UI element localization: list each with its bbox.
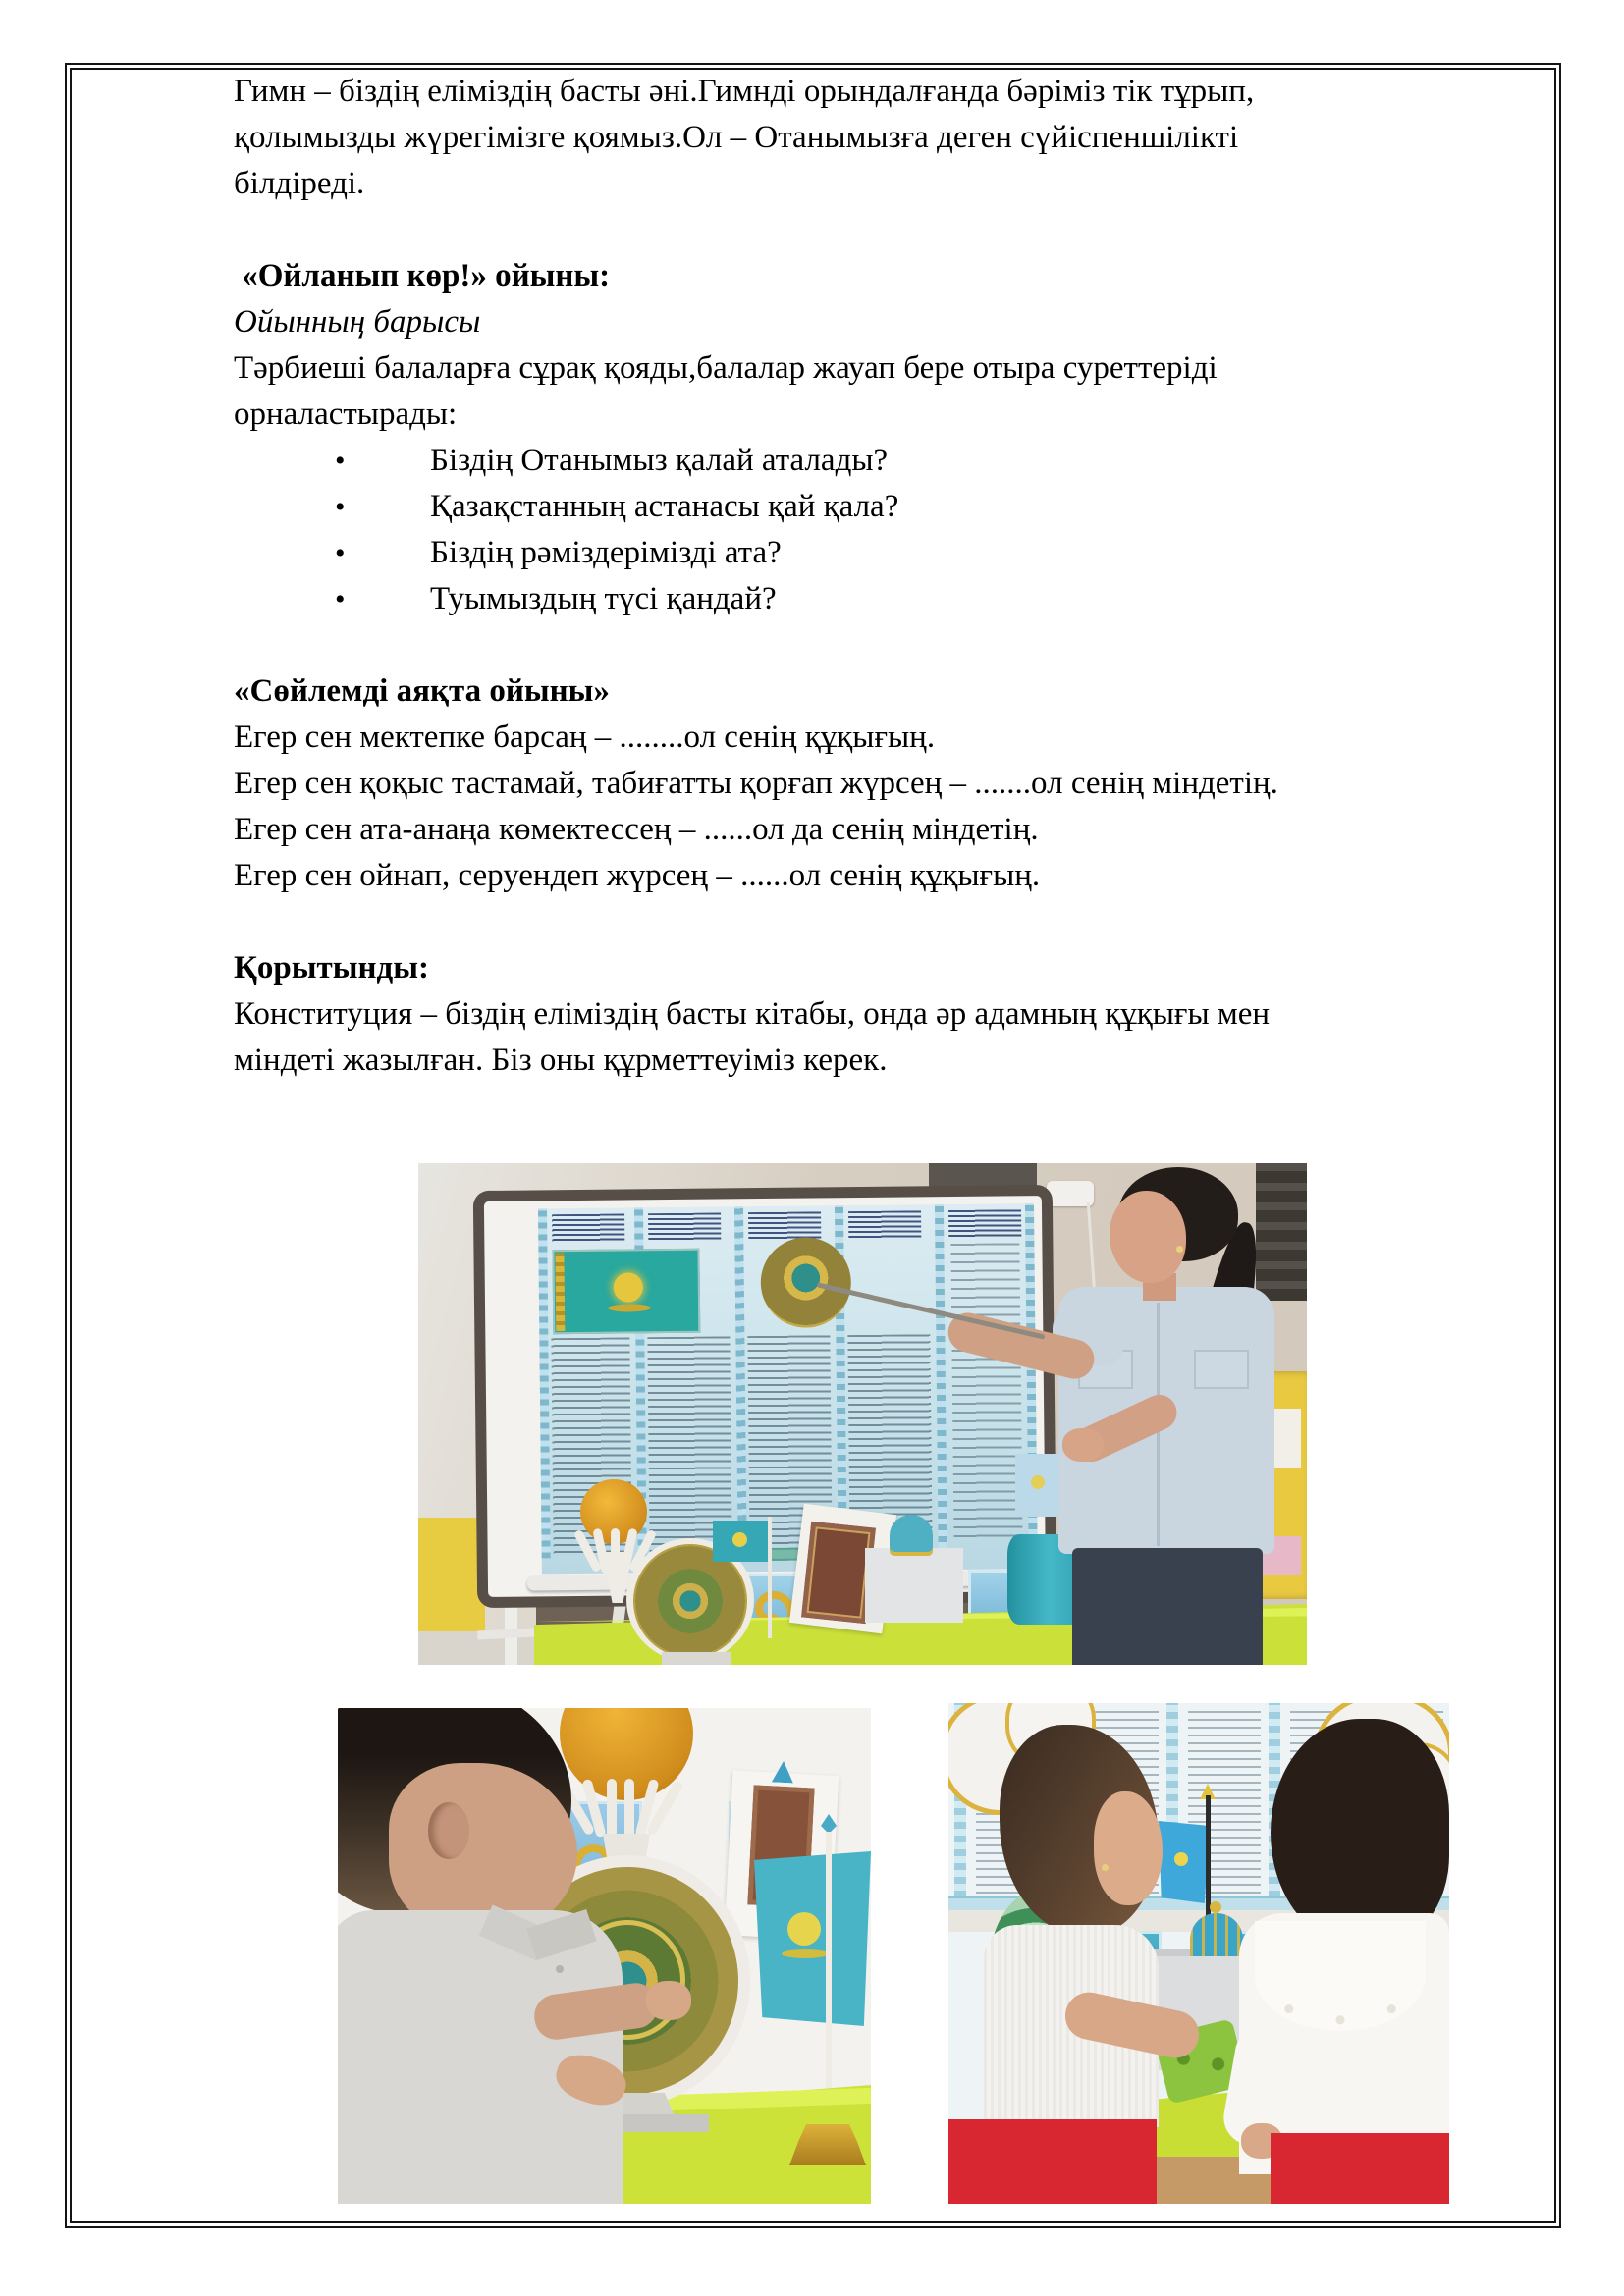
- paragraph-line: орналастырады:: [234, 397, 458, 432]
- bullet-marker: •: [335, 445, 346, 477]
- shirt-pocket: [1194, 1350, 1249, 1389]
- bullet-marker: •: [335, 537, 346, 569]
- game2-title: «Сөйлемді аяқта ойыны»: [234, 673, 610, 709]
- teacher-pants: [1072, 1548, 1263, 1665]
- window-blind: [1256, 1163, 1307, 1301]
- kazakhstan-flag-image: [552, 1249, 700, 1335]
- bullet-item: [234, 438, 1490, 484]
- poster-ornament-stripe: [935, 1204, 947, 1554]
- document-text: [234, 69, 1490, 1084]
- paragraph-line: білдіреді.: [234, 166, 365, 201]
- girl1-face: [1094, 1791, 1163, 1905]
- girl2-lace-collar: [1255, 1921, 1426, 2031]
- earring: [1176, 1246, 1183, 1253]
- game1-title: «Ойланып көр!» ойыны:: [234, 258, 611, 294]
- flag-pole: [768, 1517, 772, 1638]
- desk-flag: [713, 1521, 769, 1562]
- blank-line: [234, 899, 1490, 945]
- feather: [624, 1779, 634, 1838]
- boy-hand: [646, 1981, 691, 2020]
- photo-girls-with-model: [948, 1703, 1449, 2204]
- flag-sun: [614, 1272, 643, 1302]
- paragraph-line: қолымызды жүрегімізге қоямыз.Ол – Отанымызға деген сүйіспеншілікті: [234, 120, 1239, 155]
- photo-boy-with-emblem: [338, 1708, 871, 2204]
- blank-line: [234, 622, 1490, 668]
- paragraph-line: Гимн – біздің еліміздің басты әні.Гимнді орындалғанда бәріміз тік тұрып,: [234, 74, 1255, 109]
- flag-sun: [732, 1532, 747, 1547]
- poster-header-text: [648, 1212, 721, 1241]
- paragraph-line: Егер сен ойнап, серуендеп жүрсең – ......ол сенің құқығың.: [234, 858, 1041, 893]
- bullet-marker: •: [335, 583, 346, 615]
- paragraph-line: Егер сен мектепке барсаң – ........ол сенің құқығың.: [234, 720, 936, 755]
- girl1-red-skirt: [948, 2119, 1157, 2204]
- teacher-hand: [1062, 1428, 1104, 1462]
- hanging-flag: [1015, 1454, 1062, 1517]
- building-model: [865, 1548, 963, 1623]
- poster-header-text: [748, 1211, 821, 1240]
- flag-hoist-ornament: [555, 1253, 565, 1331]
- poster-anthem-column: [950, 1243, 1022, 1538]
- paragraph-line: Тәрбиеші балаларға сұрақ қояды,балалар жауап бере отыра суреттеріді: [234, 350, 1218, 386]
- flag-sun: [1174, 1852, 1188, 1866]
- model-dome: [890, 1515, 933, 1556]
- blank-line: [234, 207, 1490, 253]
- bullet-item: [234, 576, 1490, 622]
- game1-subtitle: Ойынның барысы: [234, 304, 481, 340]
- paragraph-line: Егер сен ата-анаңа көмектессең – ......ол да сенің міндетің.: [234, 812, 1039, 847]
- flag-sun: [787, 1912, 821, 1946]
- bullet-text: Қазақстанның астанасы қай қала?: [430, 489, 899, 524]
- paragraph-line: міндеті жазылған. Біз оны құрметтеуіміз керек.: [234, 1042, 888, 1078]
- bullet-text: Біздің рәміздерімізді ата?: [430, 535, 782, 570]
- poster-header-text: [552, 1213, 624, 1242]
- polo-button: [556, 1965, 564, 1973]
- girl1-earring: [1102, 1864, 1109, 1871]
- paragraph-line: Конституция – біздің еліміздің басты кітабы, онда әр адамның құқығы мен: [234, 996, 1271, 1032]
- emblem-stand: [662, 1652, 731, 1665]
- boy-ear: [428, 1802, 469, 1859]
- bullet-text: Біздің Отанымыз қалай аталады?: [430, 443, 889, 478]
- bullet-item: [234, 530, 1490, 576]
- conclusion-title: Қорытынды:: [234, 950, 429, 986]
- flag-sun: [1031, 1475, 1045, 1489]
- girl2-red-skirt: [1271, 2133, 1449, 2204]
- poster-header-text: [948, 1209, 1021, 1238]
- poster-ornament-stripe: [734, 1206, 747, 1556]
- bullet-text: Туымыздың түсі қандай?: [430, 581, 777, 616]
- paragraph-line: Егер сен қоқыс тастамай, табиғатты қорғап жүрсең – .......ол сенің міндетің.: [234, 766, 1278, 801]
- bullet-marker: •: [335, 491, 346, 523]
- flag-pole: [826, 1832, 832, 2126]
- poster-header-text: [848, 1210, 921, 1239]
- photo-teacher-presentation: [418, 1163, 1307, 1665]
- kazakhstan-emblem-image: [760, 1237, 851, 1328]
- feather: [607, 1779, 617, 1838]
- flag-eagle: [782, 1949, 829, 1958]
- flag-eagle: [608, 1304, 651, 1311]
- bullet-item: [234, 484, 1490, 530]
- teacher-face: [1110, 1191, 1186, 1283]
- dome-finial: [1210, 1901, 1221, 1913]
- poster-ornament-stripe: [538, 1208, 551, 1558]
- dome-tip: [772, 1760, 794, 1783]
